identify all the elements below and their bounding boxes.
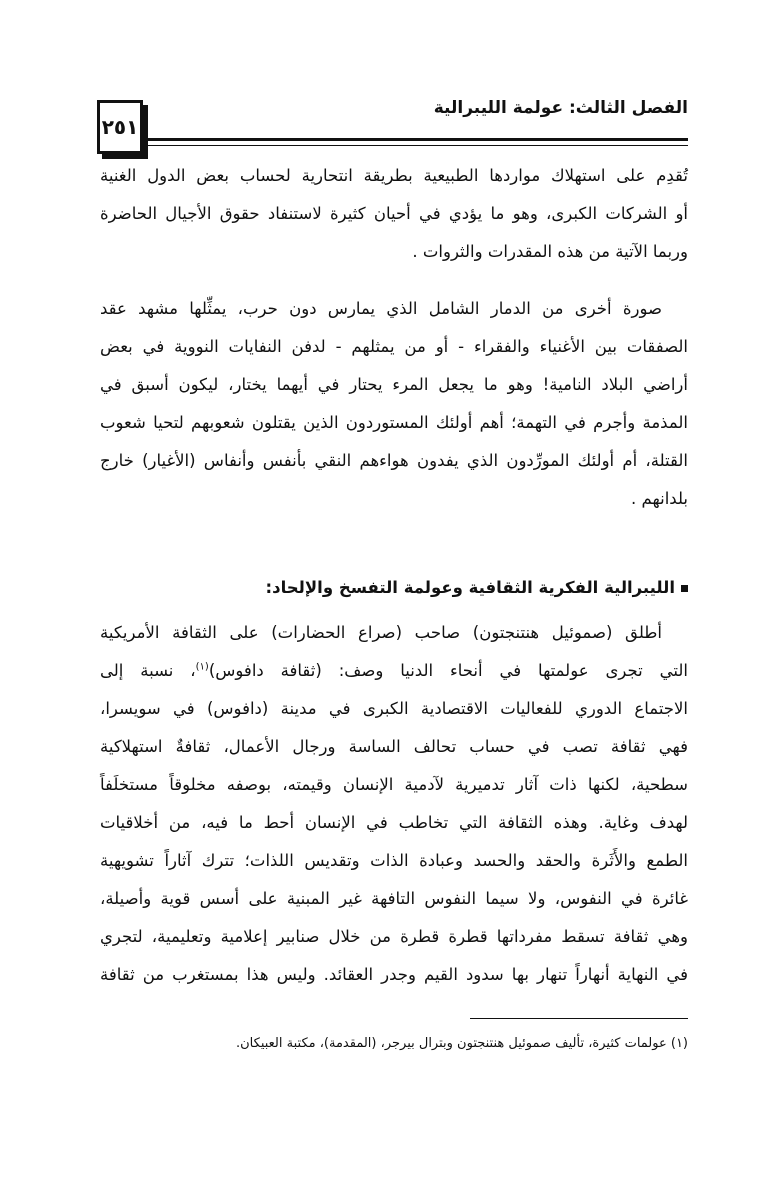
text-line: لهدف وغاية. وهذه الثقافة التي تخاطب في الإنسان أحط ما فيه، من أخلاقيات (100, 813, 688, 832)
page-number: ٢٥١ (101, 115, 139, 139)
footnote: (١) عولمات كثيرة، تأليف صموئيل هنتنجتون وبترال بيرجر، (المقدمة)، مكتبة العبيكان. (236, 1036, 688, 1051)
page-number-box (97, 100, 143, 154)
footnote-divider (470, 1018, 688, 1019)
text-line: وربما الآتية من هذه المقدرات والثروات . (412, 242, 688, 261)
text-line: فهي ثقافة تصب في حساب تحالف الساسة ورجال الأعمال، ثقافةٌ استهلاكية (100, 737, 688, 756)
header-rule-thin (143, 145, 688, 146)
section-heading-text: الليبرالية الفكرية الثقافية وعولمة التفسخ والإلحاد: (265, 578, 675, 597)
text-line: تُقدِم على استهلاك مواردها الطبيعية بطريقة انتحارية لحساب بعض الدول الغنية (100, 166, 688, 185)
bullet-icon (681, 585, 688, 592)
text-segment: التي تجرى عولمتها في أنحاء الدنيا وصف: (ثقافة دافوس) (208, 661, 688, 680)
text-line: أراضي البلاد النامية! وهو ما يجعل المرء يحتار في أيهما يختار، ليكون أسبق في (100, 375, 688, 394)
text-line: المذمة وأجرم في التهمة؛ أهم أولئك المستوردون الذين يقتلون شعوبهم لتحيا شعوب (100, 413, 688, 432)
text-segment: ، نسبة إلى (100, 661, 196, 680)
section-heading (266, 578, 688, 597)
chapter-title: الفصل الثالث: عولمة الليبرالية (433, 98, 688, 118)
header-rule (143, 138, 688, 141)
text-line: الطمع والأَثَرة والحقد والحسد وعبادة الذات وتقديس اللذات؛ تترك آثاراً تشويهية (100, 851, 688, 870)
text-line: صورة أخرى من الدمار الشامل الذي يمارس دون حرب، يمثِّلها مشهد عقد (100, 299, 662, 318)
text-line: سطحية، لكنها ذات آثار تدميرية لآدمية الإنسان وقيمته، بوصفه مخلوقاً مستخلَفاً (100, 775, 688, 794)
text-line (100, 661, 688, 680)
text-line: أطلق (صموئيل هنتنجتون) صاحب (صراع الحضارات) على الثقافة الأمريكية (100, 623, 662, 642)
text-line: بلدانهم . (631, 489, 688, 508)
text-line: القتلة، أم أولئك المورِّدون الذي يفدون هواءهم النقي بأنفس وأنفاس (الأغيار) خارج (100, 451, 688, 470)
text-line: أو الشركات الكبرى، وهو ما يؤدي في أحيان كثيرة لاستنفاد حقوق الأجيال الحاضرة (100, 204, 688, 223)
text-line: وهي ثقافة تسقط مفرداتها قطرة قطرة من خلال صنابير إعلامية وتعليمية، لتجري (100, 927, 688, 946)
text-line: غائرة في النفوس، ولا سيما النفوس التافهة غير المبنية على أسس قوية وأصيلة، (100, 889, 688, 908)
text-line: في النهاية أنهاراً تنهار بها سدود القيم وجدر العقائد. وليس هذا بمستغرب من ثقافة (100, 965, 688, 984)
text-line: الصفقات بين الأغنياء والفقراء - أو من يمثلهم - لدفن النفايات النووية في بعض (100, 337, 688, 356)
text-line: الاجتماع الدوري للفعاليات الاقتصادية الكبرى في مدينة (دافوس) في سويسرا، (100, 699, 688, 718)
footnote-marker[interactable]: (١) (195, 661, 209, 673)
